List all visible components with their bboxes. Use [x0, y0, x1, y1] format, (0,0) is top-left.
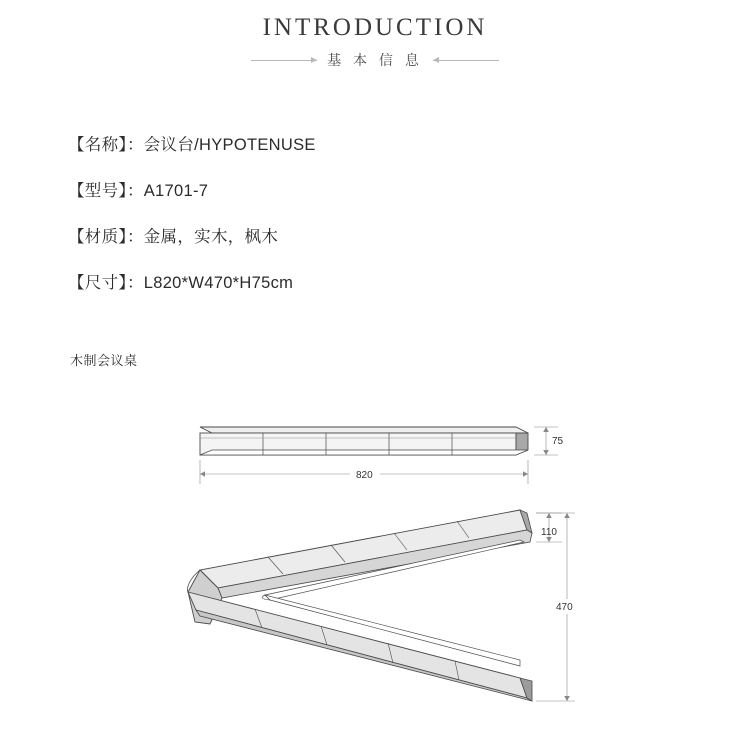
page-title: INTRODUCTION [262, 14, 488, 41]
page-subtitle: 基 本 信 息 [327, 52, 423, 68]
spec-label-size: 【尺寸】： [68, 274, 144, 292]
page-header [0, 0, 750, 70]
dimension-depth-470 [536, 513, 581, 701]
spec-value-size: L820*W470*H75cm [143, 274, 294, 292]
product-caption: 木制会议桌 [70, 353, 138, 368]
spec-row [68, 214, 750, 260]
dim-label-depth-arm: 110 [541, 527, 557, 538]
spec-label-model: 【型号】： [68, 182, 144, 200]
dimension-height-75 [534, 427, 564, 455]
spec-value-model: A1701-7 [143, 182, 209, 200]
technical-drawing [0, 392, 750, 734]
dim-label-depth-total: 470 [556, 602, 573, 613]
spec-row [68, 122, 750, 168]
dimension-length-820 [200, 460, 528, 484]
perspective-view [188, 510, 533, 701]
spec-label-name: 【名称】： [68, 136, 144, 154]
spec-label-material: 【材质】： [68, 228, 144, 246]
spec-row [68, 168, 750, 214]
spec-row [68, 260, 750, 306]
elevation-view [200, 427, 528, 455]
spec-value-material: 金属，实木，枫木 [143, 228, 279, 246]
dim-label-length: 820 [356, 470, 373, 481]
subtitle-row [0, 50, 750, 70]
divider-right [433, 60, 499, 61]
dimension-depth-110 [536, 513, 562, 542]
dim-label-height: 75 [552, 436, 564, 447]
spec-list [0, 122, 750, 306]
spec-value-name: 会议台/HYPOTENUSE [143, 136, 316, 154]
divider-left [251, 60, 317, 61]
